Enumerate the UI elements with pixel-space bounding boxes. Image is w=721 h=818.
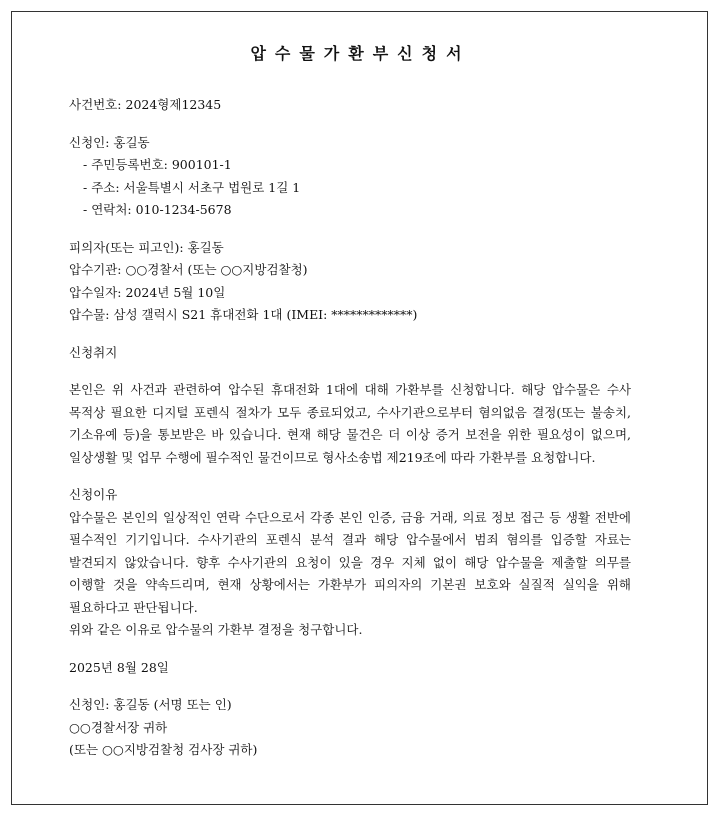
spacer bbox=[69, 117, 631, 132]
spacer bbox=[69, 469, 631, 484]
document-title: 압수물가환부신청서 bbox=[250, 44, 471, 63]
applicant-contact: - 연락처: 010-1234-5678 bbox=[83, 202, 232, 217]
addressee: ○○경찰서장 귀하 bbox=[69, 719, 168, 735]
purpose-heading: 신청취지 bbox=[69, 344, 118, 360]
applicant-address: - 주소: 서울특별시 서초구 법원로 1길 1 bbox=[83, 179, 301, 195]
seizing-agency: 압수기관: ○○경찰서 (또는 ○○지방검찰청) bbox=[69, 262, 308, 277]
applicant-name: 신청인: 홍길동 bbox=[69, 134, 150, 150]
applicant-resident-number: - 주민등록번호: 900101-1 bbox=[83, 157, 232, 172]
reason-text: 압수물은 본인의 일상적인 연락 수단으로서 각종 본인 인증, 금융 거래, 의료 정보 접근 등 생활 전반에 필수적인 기기입니다. 수사기관의 포렌식 분석 결과 해당 압수물에서 범죄 혐의를 입증할 자료는 발견되지 않았습니다. 향후 수사기관의 요청이 있을 경우 지체 없이 해당 압수물을 제출할 의무를 이행할 것을 약속드리며, 현재 상황에서는 가환부가 피의자의 기본권 보호와 실질적 실익을 위해 필요하다고 판단됩니다. bbox=[69, 509, 631, 615]
spacer bbox=[69, 642, 631, 657]
spacer bbox=[69, 222, 631, 237]
document-body bbox=[69, 94, 631, 762]
spacer bbox=[69, 364, 631, 379]
reason-heading: 신청이유 bbox=[69, 487, 118, 502]
signature-line: 신청인: 홍길동 (서명 또는 인) bbox=[69, 697, 232, 712]
seized-item: 압수물: 삼성 갤럭시 S21 휴대전화 1대 (IMEI: *************) bbox=[69, 307, 418, 322]
suspect: 피의자(또는 피고인): 홍길동 bbox=[69, 239, 224, 255]
document-date: 2025년 8월 28일 bbox=[69, 659, 169, 675]
addressee-alt: (또는 ○○지방검찰청 검사장 귀하) bbox=[69, 742, 258, 757]
spacer bbox=[69, 679, 631, 694]
seizure-date: 압수일자: 2024년 5월 10일 bbox=[69, 284, 226, 300]
spacer bbox=[69, 327, 631, 342]
case-number: 사건번호: 2024형제12345 bbox=[69, 97, 222, 112]
closing-statement: 위와 같은 이유로 압수물의 가환부 결정을 청구합니다. bbox=[69, 622, 363, 637]
purpose-text: 본인은 위 사건과 관련하여 압수된 휴대전화 1대에 대해 가환부를 신청합니다. 해당 압수물은 수사 목적상 필요한 디지털 포렌식 절차가 모두 종료되었고, 수사기관으로부터 혐의없음 결정(또는 불송치, 기소유예 등)을 통보받은 바 있습니다. 현재 해당 물건은 더 이상 증거 보전을 위한 필요성이 없으며, 일상생활 및 업무 수행에 필수적인 물건이므로 형사소송법 제219조에 따라 가환부를 요청합니다. bbox=[69, 382, 631, 465]
